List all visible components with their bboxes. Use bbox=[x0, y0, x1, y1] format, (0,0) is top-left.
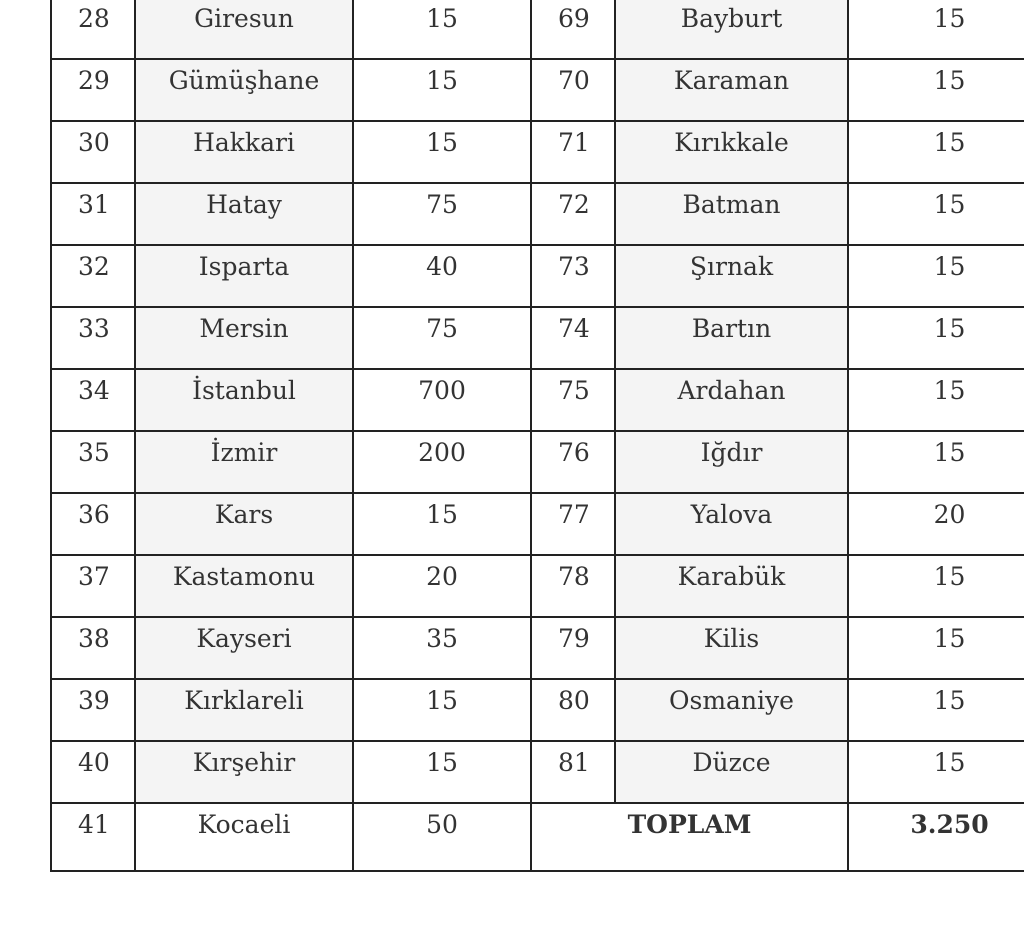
province-number-left: 28 bbox=[51, 0, 135, 59]
province-number-left: 29 bbox=[51, 59, 135, 121]
table-row bbox=[51, 307, 1024, 369]
province-value-left: 15 bbox=[353, 59, 531, 121]
province-number-right: 81 bbox=[531, 741, 615, 803]
province-value-right: 15 bbox=[848, 245, 1024, 307]
province-value-right: 15 bbox=[848, 555, 1024, 617]
province-number-right: 80 bbox=[531, 679, 615, 741]
province-name-left: Gümüşhane bbox=[135, 59, 353, 121]
province-name-right: Yalova bbox=[615, 493, 848, 555]
province-number-left: 35 bbox=[51, 431, 135, 493]
province-value-left: 15 bbox=[353, 741, 531, 803]
province-name-right: Kilis bbox=[615, 617, 848, 679]
province-value-right: 15 bbox=[848, 741, 1024, 803]
province-name-right: Düzce bbox=[615, 741, 848, 803]
province-value-right: 15 bbox=[848, 307, 1024, 369]
province-value-left: 15 bbox=[353, 679, 531, 741]
province-number-left: 40 bbox=[51, 741, 135, 803]
last-row-value: 50 bbox=[353, 803, 531, 871]
province-number-right: 78 bbox=[531, 555, 615, 617]
province-number-right: 79 bbox=[531, 617, 615, 679]
province-name-left: Hakkari bbox=[135, 121, 353, 183]
table-body bbox=[51, 0, 1024, 871]
province-value-left: 75 bbox=[353, 307, 531, 369]
province-name-right: Şırnak bbox=[615, 245, 848, 307]
table-row bbox=[51, 59, 1024, 121]
province-value-right: 15 bbox=[848, 0, 1024, 59]
province-value-left: 15 bbox=[353, 493, 531, 555]
province-value-left: 15 bbox=[353, 0, 531, 59]
province-number-left: 33 bbox=[51, 307, 135, 369]
province-name-left: Kırşehir bbox=[135, 741, 353, 803]
province-value-right: 15 bbox=[848, 183, 1024, 245]
province-name-right: Batman bbox=[615, 183, 848, 245]
total-value: 3.250 bbox=[848, 803, 1024, 871]
table-row bbox=[51, 679, 1024, 741]
province-value-right: 15 bbox=[848, 431, 1024, 493]
province-number-right: 69 bbox=[531, 0, 615, 59]
province-number-right: 70 bbox=[531, 59, 615, 121]
table-row bbox=[51, 183, 1024, 245]
province-name-left: İzmir bbox=[135, 431, 353, 493]
total-label: TOPLAM bbox=[531, 803, 848, 871]
province-number-left: 37 bbox=[51, 555, 135, 617]
province-number-left: 39 bbox=[51, 679, 135, 741]
province-value-right: 15 bbox=[848, 121, 1024, 183]
province-name-right: Osmaniye bbox=[615, 679, 848, 741]
table-row bbox=[51, 121, 1024, 183]
province-number-left: 31 bbox=[51, 183, 135, 245]
province-name-right: Iğdır bbox=[615, 431, 848, 493]
province-value-left: 15 bbox=[353, 121, 531, 183]
province-value-right: 15 bbox=[848, 617, 1024, 679]
table-row bbox=[51, 0, 1024, 59]
province-value-left: 75 bbox=[353, 183, 531, 245]
province-name-right: Bartın bbox=[615, 307, 848, 369]
province-number-left: 30 bbox=[51, 121, 135, 183]
table-row bbox=[51, 741, 1024, 803]
province-name-right: Bayburt bbox=[615, 0, 848, 59]
province-number-left: 36 bbox=[51, 493, 135, 555]
province-quota-table bbox=[50, 0, 1024, 872]
province-value-left: 40 bbox=[353, 245, 531, 307]
province-value-left: 20 bbox=[353, 555, 531, 617]
table-row bbox=[51, 493, 1024, 555]
province-name-right: Karabük bbox=[615, 555, 848, 617]
province-number-right: 76 bbox=[531, 431, 615, 493]
province-name-right: Kırıkkale bbox=[615, 121, 848, 183]
table-row bbox=[51, 617, 1024, 679]
province-name-right: Ardahan bbox=[615, 369, 848, 431]
last-row-number: 41 bbox=[51, 803, 135, 871]
province-value-left: 200 bbox=[353, 431, 531, 493]
province-name-left: Kars bbox=[135, 493, 353, 555]
last-row-province: Kocaeli bbox=[135, 803, 353, 871]
province-value-right: 15 bbox=[848, 59, 1024, 121]
province-name-left: İstanbul bbox=[135, 369, 353, 431]
province-name-right: Karaman bbox=[615, 59, 848, 121]
table-row bbox=[51, 369, 1024, 431]
province-name-left: Mersin bbox=[135, 307, 353, 369]
province-value-right: 15 bbox=[848, 369, 1024, 431]
province-number-right: 77 bbox=[531, 493, 615, 555]
table-row bbox=[51, 431, 1024, 493]
province-value-right: 20 bbox=[848, 493, 1024, 555]
province-value-right: 15 bbox=[848, 679, 1024, 741]
province-value-left: 35 bbox=[353, 617, 531, 679]
province-name-left: Giresun bbox=[135, 0, 353, 59]
table-row bbox=[51, 555, 1024, 617]
province-quota-table-container bbox=[50, 0, 1024, 872]
province-name-left: Kayseri bbox=[135, 617, 353, 679]
table-row bbox=[51, 245, 1024, 307]
province-number-left: 34 bbox=[51, 369, 135, 431]
province-value-left: 700 bbox=[353, 369, 531, 431]
province-number-right: 74 bbox=[531, 307, 615, 369]
province-number-left: 38 bbox=[51, 617, 135, 679]
province-number-right: 71 bbox=[531, 121, 615, 183]
province-name-left: Isparta bbox=[135, 245, 353, 307]
province-name-left: Kırklareli bbox=[135, 679, 353, 741]
province-number-right: 75 bbox=[531, 369, 615, 431]
total-row bbox=[51, 803, 1024, 871]
province-number-left: 32 bbox=[51, 245, 135, 307]
province-number-right: 72 bbox=[531, 183, 615, 245]
province-number-right: 73 bbox=[531, 245, 615, 307]
province-name-left: Kastamonu bbox=[135, 555, 353, 617]
province-name-left: Hatay bbox=[135, 183, 353, 245]
